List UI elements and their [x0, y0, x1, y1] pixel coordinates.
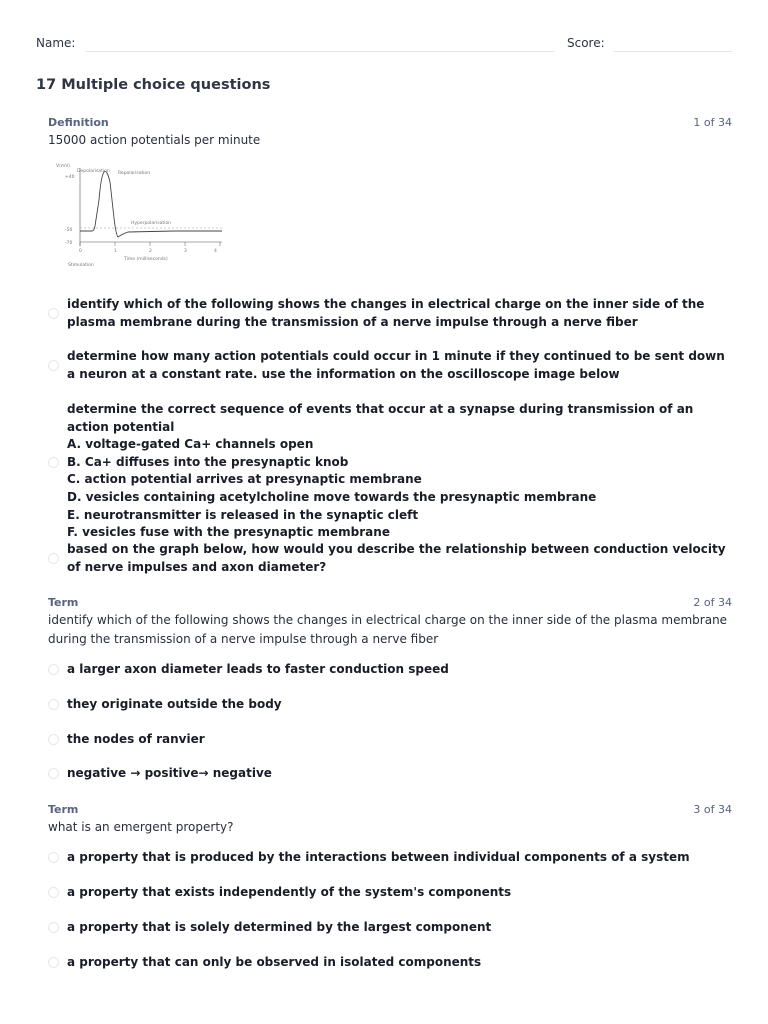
radio-button-icon[interactable]: [48, 664, 59, 675]
name-label: Name:: [36, 36, 76, 50]
question-3-header: [48, 803, 732, 816]
question-kind: Term: [48, 596, 79, 609]
graph-x-axis-label: Time (milliseconds): [124, 257, 168, 262]
answer-option-text: a larger axon diameter leads to faster conduction speed: [67, 662, 449, 676]
answer-option-text: identify which of the following shows the changes in electrical charge on the inner side of the plasma membrane during the transmission of a nerve impulse through a nerve fiber: [67, 297, 705, 329]
radio-button-icon[interactable]: [48, 887, 59, 898]
radio-button-icon[interactable]: [48, 553, 59, 564]
graph-x-tick: 1: [114, 249, 117, 254]
radio-button-icon[interactable]: [48, 308, 59, 319]
radio-button-icon[interactable]: [48, 922, 59, 933]
graph-stimulus-label: Stimulation: [68, 263, 94, 268]
graph-y-tick: -70: [65, 241, 73, 246]
graph-x-tick: 3: [184, 249, 187, 254]
radio-button-icon[interactable]: [48, 957, 59, 968]
question-2-prompt: identify which of the following shows the changes in electrical charge on the inner side of the plasma membrane during the transmission of a nerve impulse through a nerve fiber: [48, 613, 728, 646]
answer-option-text: the nodes of ranvier: [67, 732, 205, 746]
answer-option[interactable]: [48, 919, 728, 937]
graph-y-tick: -50: [65, 228, 73, 233]
radio-button-icon[interactable]: [48, 699, 59, 710]
question-1-header: [48, 116, 732, 129]
answer-option-text: a property that is produced by the interactions between individual components of a system: [67, 850, 690, 864]
question-counter: 3 of 34: [693, 803, 732, 816]
radio-button-icon[interactable]: [48, 852, 59, 863]
answer-option[interactable]: [48, 541, 728, 576]
answer-option[interactable]: [48, 849, 728, 867]
radio-button-icon[interactable]: [48, 734, 59, 745]
answer-option-text: determine how many action potentials could occur in 1 minute if they continued to be sent down a neuron at a constant rate. use the information on the oscilloscope image below: [67, 349, 725, 381]
answer-option[interactable]: [48, 731, 728, 749]
answer-option-text: a property that exists independently of the system's components: [67, 885, 512, 899]
radio-button-icon[interactable]: [48, 768, 59, 779]
question-3-prompt: what is an emergent property?: [48, 820, 234, 834]
answer-option-text: they originate outside the body: [67, 697, 282, 711]
worksheet-header: [36, 36, 732, 52]
score-label: Score:: [567, 36, 605, 50]
graph-annotation: Repolarisation: [118, 171, 151, 176]
graph-x-tick: 2: [149, 249, 152, 254]
answer-option[interactable]: [48, 401, 728, 542]
answer-option-text: determine the correct sequence of events that occur at a synapse during transmission of an action potential A. voltage-gated Ca+ channels open B. Ca+ diffuses into the presynaptic knob C. action potential arrives at presynaptic membrane D. vesicles containing acetylcholine move towards the presynaptic membrane E. neurotransmitter is released in the synaptic cleft F. vesicles fuse with the presynaptic membrane: [67, 402, 694, 540]
question-2-header: [48, 596, 732, 609]
section-title: 17 Multiple choice questions: [36, 77, 271, 93]
answer-option-text: based on the graph below, how would you describe the relationship between conduction velocity of nerve impulses and axon diameter?: [67, 542, 726, 574]
answer-option-text: a property that is solely determined by the largest component: [67, 920, 492, 934]
radio-button-icon[interactable]: [48, 457, 59, 468]
graph-y-axis-label: V(mV): [56, 164, 71, 169]
graph-y-tick: +40: [65, 175, 75, 180]
question-counter: 2 of 34: [693, 596, 732, 609]
graph-x-tick: 0: [79, 249, 82, 254]
graph-annotation: Hyperpolarisation: [131, 221, 171, 226]
answer-option-text: negative → positive→ negative: [67, 766, 272, 780]
question-counter: 1 of 34: [693, 116, 732, 129]
graph-annotation: Depolarisation: [77, 169, 110, 174]
answer-option[interactable]: [48, 954, 728, 972]
answer-option[interactable]: [48, 296, 728, 331]
question-kind: Definition: [48, 116, 109, 129]
graph-x-tick: 4: [214, 249, 217, 254]
question-kind: Term: [48, 803, 79, 816]
action-potential-curve: [80, 171, 222, 237]
question-1-prompt: 15000 action potentials per minute: [48, 133, 261, 147]
oscilloscope-graph-image: [54, 160, 226, 268]
score-field[interactable]: [614, 51, 732, 52]
answer-option[interactable]: [48, 884, 728, 902]
answer-option[interactable]: [48, 661, 728, 679]
answer-option[interactable]: [48, 765, 728, 783]
answer-option-text: a property that can only be observed in isolated components: [67, 955, 482, 969]
name-field[interactable]: [86, 51, 554, 52]
answer-option[interactable]: [48, 696, 728, 714]
radio-button-icon[interactable]: [48, 360, 59, 371]
answer-option[interactable]: [48, 348, 728, 383]
